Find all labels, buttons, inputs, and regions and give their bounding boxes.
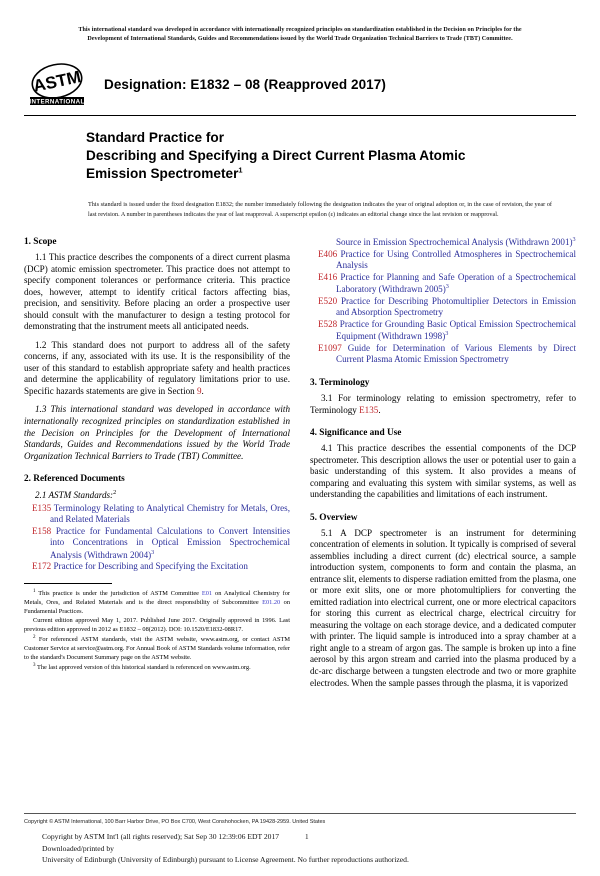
reference-code[interactable]: E135 <box>32 502 52 513</box>
designation-row <box>24 62 576 108</box>
reference-code[interactable]: E520 <box>318 295 338 306</box>
reference-title[interactable]: Practice for Grounding Basic Optical Emission Spectrochemical Equipment (Withdrawn 1998) <box>336 318 576 342</box>
scope-paragraph-1-1: 1.1 This practice describes the components of a direct current plasma (DCP) atomic emission spectrometer. This practice does not attempt to specify component tolerances or performance criteria. This practice does, however, attempt to identify critical factors affecting bias, precision, and sensitivity. Before placing an order a prospective user should consult with the manufacturer to design a testing protocol for demonstrating that the instrument meets all anticipated needs. <box>24 252 290 332</box>
reference-code[interactable]: E158 <box>32 525 52 536</box>
section-9-link[interactable]: 9 <box>196 385 202 396</box>
committee-e01-link[interactable]: E01 <box>201 589 213 597</box>
wto-notice-line-1: This international standard was developed in accordance with internationally recognized principles on standardization established in the Decision on Principles for the <box>78 27 522 33</box>
reference-item[interactable] <box>310 319 576 343</box>
title-line-1: Standard Practice for <box>86 129 225 145</box>
scope-paragraph-1-2 <box>24 340 290 398</box>
page-title <box>24 129 576 183</box>
footnote-3: $^3$ The last approved version of this historical standard is referenced on www.astm.org. <box>33 663 251 672</box>
reference-item[interactable] <box>24 561 290 573</box>
reference-code[interactable]: E528 <box>318 318 338 329</box>
reference-footnote: 3 <box>445 330 449 338</box>
svg-text:INTERNATIONAL: INTERNATIONAL <box>29 98 85 106</box>
fixed-designation-note: This standard is issued under the fixed designation E1832; the number immediately following the designation indicates the year of original adoption or, in the case of revision, the year of last revision. A number in parentheses indicates the year of last reapproval. A superscript epsilon (ε) indicates an editorial change since the last revision or reapproval. <box>88 201 552 219</box>
section-heading-significance-and-use: 4. Significance and Use <box>310 428 402 439</box>
subcommittee-e0120-link[interactable]: E01.20 <box>262 598 281 606</box>
reference-footnote: 3 <box>445 283 449 291</box>
footnote-1: $^1$ This practice is under the jurisdiction of ASTM Committee E01 on Analytical Chemistry for Metals, Ores, and Related Materials and is the direct responsibility of Subcommittee E01.20 on Fundamental Practices. <box>24 588 290 615</box>
astm-standards-subheading: 2.1 ASTM Standards:$^2$ <box>35 489 117 501</box>
reference-title[interactable]: Practice for Planning and Safe Operation of a Spectrochemical Laboratory (Withdrawn 2005) <box>336 271 576 295</box>
reference-title[interactable]: Practice for Describing and Specifying the Excitation <box>53 561 248 572</box>
footnotes-block <box>24 583 290 672</box>
reference-title[interactable]: Practice for Fundamental Calculations to Convert Intensities into Concentrations in Optical Emission Spectrochemical Analysis (Withdrawn 2004) <box>50 525 290 560</box>
astm-logo-icon <box>26 62 90 108</box>
reference-item[interactable] <box>24 503 290 526</box>
reference-title[interactable]: Practice for Describing Photomultiplier Detectors in Emission and Absorption Spectrometry <box>336 295 576 318</box>
scope-1-2-italic: 1.2 This standard does not purport to address all of the safety concerns, if any, associated with its use. It is the responsibility of the user of this standard to establish appropriate safety and health practices and determine the applicability of regulatory limitations prior to use. <box>24 339 290 385</box>
reference-item[interactable] <box>310 272 576 296</box>
reference-title[interactable]: Guide for Determination of Various Elements by Direct Current Plasma Atomic Emission Spectrometry <box>336 342 576 365</box>
terminology-paragraph-3-1: 3.1 For terminology relating to emission spectrometry, refer to Terminology E135. <box>310 393 576 415</box>
scope-paragraph-1-3: 1.3 This international standard was developed in accordance with internationally recognized principles on standardization established in the Decision on Principles for the Development of International Standards, Guides and Recommendations issued by the World Trade Organization Technical Barriers to Trade (TBT) Committee. <box>24 404 290 461</box>
left-column <box>24 236 290 672</box>
reference-item[interactable] <box>310 343 576 366</box>
download-info <box>24 831 576 866</box>
reference-title[interactable]: Practice for Using Controlled Atmospheres in Spectrochemical Analysis <box>336 248 576 271</box>
footer-divider <box>24 813 576 814</box>
reference-code[interactable]: E406 <box>318 248 338 259</box>
wto-notice-line-2: Development of International Standards, Guides and Recommendations issued by the World Trade Organization Technical Barriers to Trade (TBT) Committee. <box>87 36 513 43</box>
reference-title-continued[interactable]: Source in Emission Spectrochemical Analysis (Withdrawn 2001) <box>336 237 573 248</box>
title-line-2: Describing and Specifying a Direct Current Plasma Atomic <box>86 147 466 163</box>
designation-label: Designation: E1832 – 08 (Reapproved 2017) <box>104 77 386 93</box>
reference-item[interactable] <box>24 526 290 562</box>
title-footnote-marker: 1 <box>238 165 243 175</box>
footnote-current-edition: Current edition approved May 1, 2017. Published June 2017. Originally approved in 1996. Last previous edition approved in 2012 as E1832 – 08(2012). DOI: 10.1520/E1832-08R17. <box>24 616 290 633</box>
section-heading-overview: 5. Overview <box>310 512 358 523</box>
wto-notice <box>24 26 576 45</box>
terminology-e135-link[interactable]: E135 <box>359 404 379 415</box>
download-line-2: Downloaded/printed by <box>42 843 114 853</box>
right-column <box>310 236 576 689</box>
footnote-2: $^2$ For referenced ASTM standards, visit the ASTM website, www.astm.org, or contact ASTM Customer Service at service@astm.org. For Annual Book of ASTM Standards volume information, refer to the standard's Document Summary page on the ASTM website. <box>24 634 290 662</box>
section-heading-referenced-documents: 2. Referenced Documents <box>24 474 125 485</box>
scope-1-2-plain: Specific hazards statements are give in Section <box>24 385 197 396</box>
copyright-notice: Copyright © ASTM International, 100 Barr Harbor Drive, PO Box C700, West Conshohocken, PA 19428-2959. United States <box>24 819 326 826</box>
section-heading-scope: 1. Scope <box>24 237 57 248</box>
reference-title[interactable]: Terminology Relating to Analytical Chemistry for Metals, Ores, and Related Materials <box>50 502 290 525</box>
page-footer <box>0 813 600 876</box>
download-line-1: Copyright by ASTM Int'l (all rights reserved); Sat Sep 30 12:39:06 EDT 2017 <box>42 832 280 842</box>
reference-code[interactable]: E172 <box>32 561 52 572</box>
body-columns <box>24 236 576 689</box>
reference-item[interactable] <box>310 296 576 319</box>
reference-item[interactable] <box>310 249 576 272</box>
document-page <box>0 26 600 876</box>
reference-footnote: 3 <box>151 548 155 556</box>
svg-text:ASTM: ASTM <box>31 67 83 96</box>
footnote-divider <box>24 583 112 584</box>
significance-paragraph-4-1: 4.1 This practice describes the essential components of the DCP spectrometer. This description allows the user or potential user to gain a basic understanding of this system. It also provides a means of comparing and evaluating this system with similar systems, as well as understanding the capabilities and limitations of each instrument. <box>310 443 576 500</box>
section-heading-terminology: 3. Terminology <box>310 377 370 388</box>
header-divider <box>24 115 576 116</box>
reference-code[interactable]: E1097 <box>318 342 342 353</box>
reference-continuation[interactable]: Source in Emission Spectrochemical Analysis (Withdrawn 2001)$^3$ <box>336 236 576 248</box>
page-number: 1 <box>305 833 309 842</box>
scope-1-2-period: . <box>201 385 204 396</box>
download-line-3: University of Edinburgh (University of Edinburgh) pursuant to License Agreement. No further reproductions authorized. <box>42 855 409 865</box>
overview-paragraph-5-1: 5.1 A DCP spectrometer is an instrument for determining concentration of elements in solution. It typically is comprised of several assemblies including a direct current (dc) electrical source, a sample introduction system, components to form and contain the plasma, an entrance slit, elements to disperse radiation emitted from the plasma, one or more exit slits, one or more photomultipliers for converting the emitted radiation into electrical current, one or more electrical capacitors for storing this current as electrical charge, electrical circuitry for measuring the voltage on each storage device, and a dedicated computer with printer. The liquid sample is introduced into a spray chamber at a right angle to a stream of argon gas. The sample is broken up into a fine aerosol by this argon stream and carried into the plasma produced by a dc-arc discharge between a tungsten electrode and two or more graphite electrodes. When the sample passes through the plasma, it is vaporized <box>310 527 576 688</box>
title-line-3: Emission Spectrometer$^1$ <box>86 165 243 182</box>
reference-code[interactable]: E416 <box>318 271 338 282</box>
